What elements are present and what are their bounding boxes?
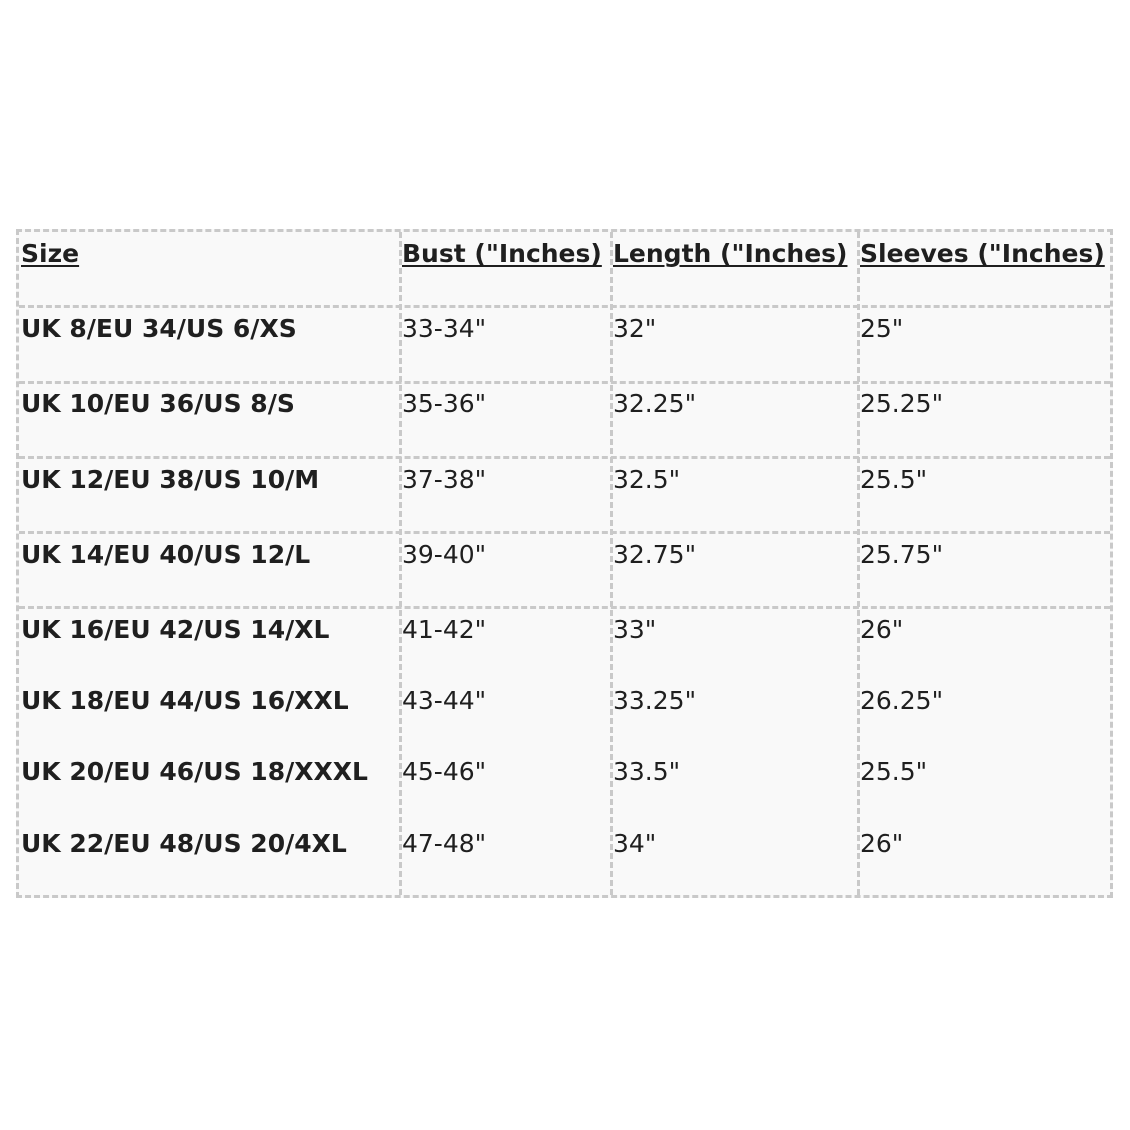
length-cell: 32.75" bbox=[613, 540, 697, 569]
row-divider bbox=[19, 531, 1110, 534]
size-cell: UK 12/EU 38/US 10/M bbox=[21, 465, 320, 494]
bust-cell: 41-42" bbox=[402, 615, 487, 644]
length-cell: 33" bbox=[613, 615, 657, 644]
size-cell: UK 20/EU 46/US 18/XXXL bbox=[21, 757, 368, 786]
size-cell: UK 8/EU 34/US 6/XS bbox=[21, 314, 297, 343]
header-size: Size bbox=[21, 239, 80, 268]
length-cell: 32" bbox=[613, 314, 657, 343]
size-cell: UK 16/EU 42/US 14/XL bbox=[21, 615, 330, 644]
sleeves-cell: 26.25" bbox=[860, 686, 944, 715]
size-chart-table bbox=[16, 229, 1113, 898]
sleeves-cell: 26" bbox=[860, 615, 904, 644]
bust-cell: 43-44" bbox=[402, 686, 487, 715]
bust-cell: 39-40" bbox=[402, 540, 487, 569]
row-divider bbox=[19, 456, 1110, 459]
sleeves-cell: 25.25" bbox=[860, 389, 944, 418]
size-cell: UK 18/EU 44/US 16/XXL bbox=[21, 686, 349, 715]
header-length: Length ("Inches) bbox=[613, 239, 848, 268]
size-cell: UK 22/EU 48/US 20/4XL bbox=[21, 829, 347, 858]
sleeves-cell: 26" bbox=[860, 829, 904, 858]
length-cell: 32.25" bbox=[613, 389, 697, 418]
row-divider bbox=[19, 606, 1110, 609]
sleeves-cell: 25.5" bbox=[860, 465, 928, 494]
length-cell: 33.25" bbox=[613, 686, 697, 715]
sleeves-cell: 25" bbox=[860, 314, 904, 343]
bust-cell: 35-36" bbox=[402, 389, 487, 418]
sleeves-cell: 25.75" bbox=[860, 540, 944, 569]
header-bust: Bust ("Inches) bbox=[402, 239, 602, 268]
bust-cell: 47-48" bbox=[402, 829, 487, 858]
row-divider bbox=[19, 381, 1110, 384]
row-divider bbox=[19, 305, 1110, 308]
length-cell: 33.5" bbox=[613, 757, 681, 786]
size-cell: UK 14/EU 40/US 12/L bbox=[21, 540, 311, 569]
bust-cell: 45-46" bbox=[402, 757, 487, 786]
length-cell: 34" bbox=[613, 829, 657, 858]
bust-cell: 37-38" bbox=[402, 465, 487, 494]
bust-cell: 33-34" bbox=[402, 314, 487, 343]
size-cell: UK 10/EU 36/US 8/S bbox=[21, 389, 295, 418]
sleeves-cell: 25.5" bbox=[860, 757, 928, 786]
length-cell: 32.5" bbox=[613, 465, 681, 494]
header-sleeves: Sleeves ("Inches) bbox=[860, 239, 1105, 268]
